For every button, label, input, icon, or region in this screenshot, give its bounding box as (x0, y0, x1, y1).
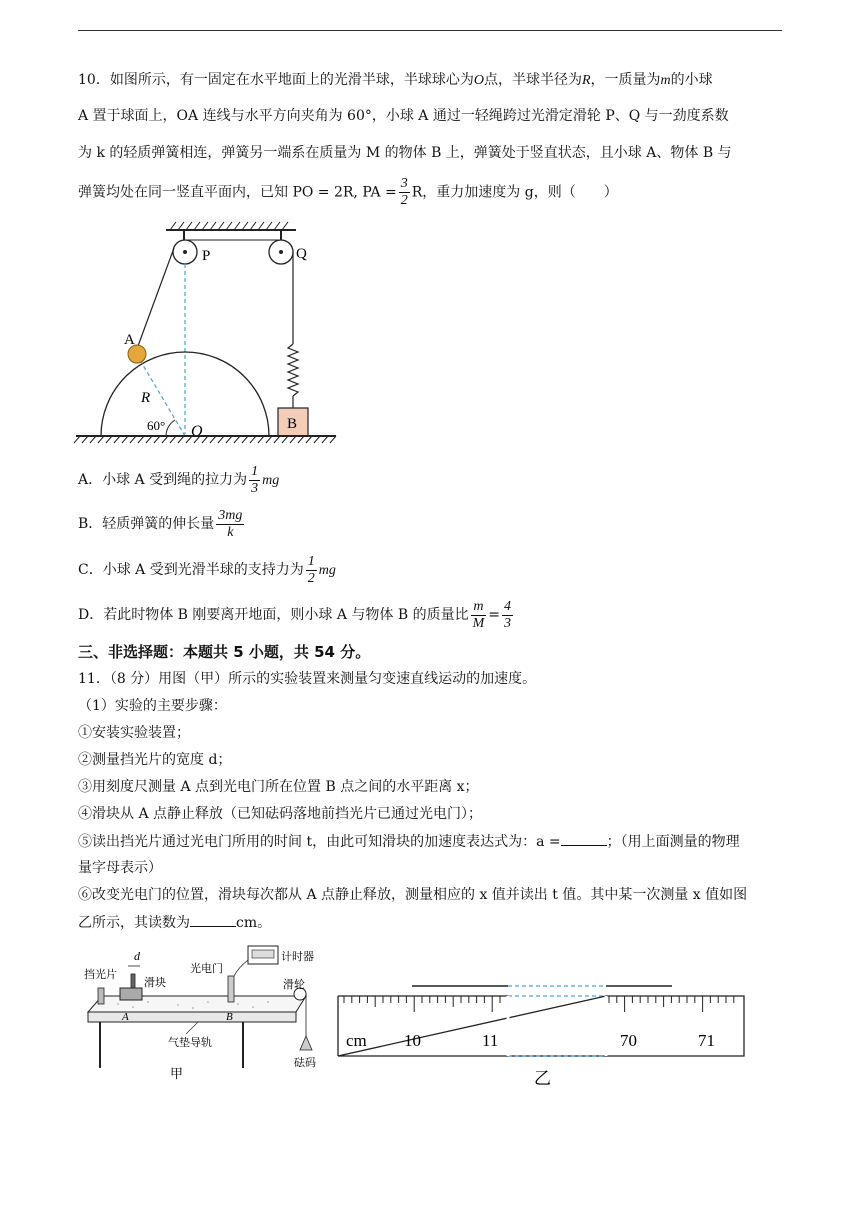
label-o: O (191, 423, 203, 440)
fraction-3-2 (399, 176, 410, 209)
tick-label-70: 70 (620, 1031, 637, 1050)
option-d-text: D．若此时物体 B 刚要离开地面，则小球 A 与物体 B 的质量比 (78, 607, 469, 623)
label-b: B (287, 416, 298, 432)
fraction-den: 3 (251, 480, 259, 496)
label-a: A (124, 332, 135, 348)
option-b-text: B．轻质弹簧的伸长量 (78, 516, 215, 532)
fraction-4-3 (502, 599, 513, 632)
q11-step-5-cont: 量字母表示） (78, 860, 162, 876)
option-a-text: A．小球 A 受到绳的拉力为 (78, 472, 248, 488)
q10-var-O: O (473, 73, 484, 88)
fraction-m-M (471, 599, 487, 632)
q11-step-5-text: ；（用上面测量的物理 (606, 834, 740, 850)
label-b-point: B (226, 1011, 233, 1023)
photogate (228, 976, 234, 1002)
label-slider: 滑块 (144, 977, 166, 989)
q11-step-2: ②测量挡光片的宽度 d； (78, 752, 232, 768)
option-d[interactable] (78, 597, 782, 633)
figure-jia (78, 942, 328, 1087)
option-c[interactable] (78, 552, 782, 588)
option-a[interactable] (78, 462, 782, 498)
label-photogate: 光电门 (190, 963, 223, 975)
label-weight: 砝码 (294, 1057, 316, 1069)
q10-text: 10．如图所示，有一固定在水平地面上的光滑半球，半球球心为 (78, 72, 474, 88)
equals-sign: = (488, 607, 501, 623)
tick-label-71: 71 (698, 1031, 715, 1050)
fraction-num: 3 (400, 176, 408, 191)
q11-step-6-cont (78, 912, 782, 933)
label-timer: 计时器 (281, 951, 314, 963)
label-shade-plate: 挡光片 (84, 969, 117, 981)
q11-step-1: ①安装实验装置； (78, 725, 190, 741)
answer-blank-acceleration[interactable] (561, 831, 607, 846)
option-b[interactable] (78, 506, 782, 542)
fraction-den: 3 (504, 615, 512, 631)
label-r: R (141, 390, 151, 406)
header-rule (78, 30, 782, 31)
fraction-num: 1 (307, 553, 315, 569)
fraction-den: 2 (307, 570, 315, 586)
spring (288, 344, 298, 396)
q11-step-4: ④滑块从 A 点静止释放（已知砝码落地前挡光片已通过光电门）； (78, 806, 483, 822)
label-air-track: 气垫导轨 (168, 1037, 212, 1049)
q10-figure (74, 222, 344, 444)
caption-yi: 乙 (534, 1069, 551, 1088)
q11-step-5-text: ⑤读出挡光片通过光电门所用的时间 t，由此可知滑块的加速度表达式为：a = (78, 834, 561, 850)
option-c-tail: mg (318, 563, 336, 578)
q11-steps-title: （1）实验的主要步骤： (78, 698, 227, 714)
q11-step-6: ⑥改变光电门的位置，滑块每次都从 A 点静止释放，测量相应的 x 值并读出 t 值。其中某一次测量 x 值如图 (78, 887, 748, 903)
q11-step-6-text: 乙所示，其读数为 (78, 915, 190, 931)
q10-text: R，重力加速度为 g，则（ ） (411, 184, 618, 201)
q10-var-R: R (581, 73, 591, 88)
option-a-tail: mg (262, 473, 280, 488)
q10-text: 弹簧均处在同一竖直平面内，已知 PO = 2R, PA = (78, 184, 397, 201)
q10-line1 (78, 70, 782, 91)
fraction-den: 2 (400, 193, 408, 208)
fraction-num: 3mg (218, 507, 243, 523)
q10-line3: 为 k 的轻质弹簧相连，弹簧另一端系在质量为 M 的物体 B 上，弹簧处于竖直状态，且小球 A、物体 B 与 (78, 145, 732, 161)
q10-var-m: m (660, 73, 671, 88)
tick-label-10: 10 (404, 1031, 421, 1050)
label-a-point: A (122, 1011, 129, 1023)
fraction-3mg-k (216, 508, 244, 541)
figure-yi (336, 976, 750, 1088)
slider (120, 988, 142, 1000)
fraction-den: k (227, 524, 234, 540)
q11-intro: 11．（8 分）用图（甲）所示的实验装置来测量匀变速直线运动的加速度。 (78, 671, 537, 687)
label-d: d (134, 949, 140, 963)
label-q: Q (296, 246, 307, 262)
fraction-1-2 (306, 554, 317, 587)
air-track (88, 1012, 296, 1022)
q11-step-5 (78, 831, 782, 852)
answer-blank-reading[interactable] (190, 912, 236, 927)
fraction-num: 1 (251, 463, 259, 479)
fraction-num: m (471, 599, 487, 616)
q11-step-6-text: cm。 (236, 915, 272, 931)
q10-text: 的小球 (670, 72, 713, 88)
fraction-1-3 (249, 464, 260, 497)
q10-text: ，一质量为 (590, 72, 661, 88)
label-p: P (202, 248, 211, 264)
q10-line2: A 置于球面上，OA 连线与水平方向夹角为 60°，小球 A 通过一轻绳跨过光滑定滑轮 P、Q 与一劲度系数 (78, 108, 729, 124)
weight (300, 1036, 312, 1050)
shade-plate (131, 974, 135, 988)
label-pulley: 滑轮 (283, 979, 305, 991)
section-heading: 三、非选择题：本题共 5 小题，共 54 分。 (78, 643, 371, 661)
label-angle: 60° (147, 418, 166, 433)
q10-line4 (78, 176, 782, 209)
ruler-unit: cm (346, 1031, 367, 1050)
q11-step-3: ③用刻度尺测量 A 点到光电门所在位置 B 点之间的水平距离 x； (78, 779, 479, 795)
caption-jia: 甲 (170, 1066, 184, 1081)
fraction-den: M (472, 615, 485, 631)
ruler (338, 996, 744, 1056)
option-c-text: C．小球 A 受到光滑半球的支持力为 (78, 562, 304, 578)
tick-label-11: 11 (482, 1031, 499, 1050)
fraction-num: 4 (504, 598, 512, 614)
q10-text: 点，半球半径为 (483, 72, 582, 88)
